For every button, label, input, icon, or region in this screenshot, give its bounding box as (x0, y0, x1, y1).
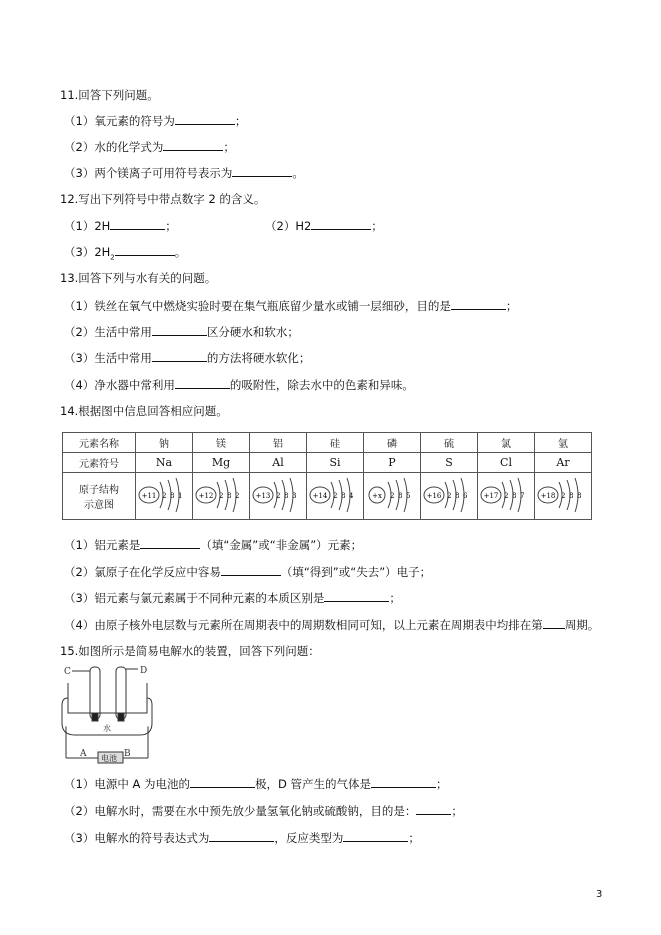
text: ； (451, 804, 463, 818)
element-symbol: Mg (193, 453, 250, 473)
text: 。 (292, 166, 304, 180)
row-label: 元素名称 (63, 433, 136, 453)
element-name: 磷 (364, 433, 421, 453)
shell-electron-count: 4 (349, 491, 354, 500)
row-label: 元素符号 (63, 453, 136, 473)
text: （1）2H (64, 219, 111, 233)
shell-electron-count: 7 (520, 491, 525, 500)
q11-part3 (64, 165, 304, 180)
shell-electron-count: 1 (178, 491, 183, 500)
shell-electron-count: 2 (504, 491, 509, 500)
text: 的吸附性，除去水中的色素和异味。 (229, 378, 414, 392)
element-symbol: Na (136, 453, 193, 473)
nucleus-charge: +13 (255, 491, 271, 500)
atom-structure-diagram (307, 473, 364, 520)
text: ； (371, 219, 383, 233)
text: （3）铝元素与氯元素属于不同种元素的本质区别是 (64, 591, 325, 605)
text: （1）铝元素是 (64, 538, 141, 552)
atom-structure-diagram (421, 473, 478, 520)
text: ； (505, 299, 518, 313)
text: ，反应类型为 (274, 831, 344, 845)
text: ； (389, 591, 401, 605)
text: 。 (174, 245, 187, 259)
shell-electron-count: 8 (398, 491, 403, 500)
text: （4）净水器中常利用 (64, 378, 175, 392)
text: （2）生活中常用 (64, 325, 152, 339)
label-b: B (124, 749, 131, 759)
text: 的方法将硬水软化； (206, 351, 311, 365)
text: （填“金属”或“非金属”）元素； (200, 538, 363, 552)
answer-blank[interactable] (209, 830, 274, 842)
shell-electron-count: 2 (219, 491, 224, 500)
nucleus-charge: +16 (426, 491, 442, 500)
text: （1）电源中 A 为电池的 (64, 777, 190, 791)
q15-part1 (64, 776, 448, 791)
answer-blank[interactable] (416, 803, 451, 815)
text: （3）生活中常用 (64, 351, 152, 365)
subscript: 2 (110, 253, 115, 262)
label-c: C (64, 667, 71, 677)
element-name: 硫 (421, 433, 478, 453)
atom-structure-diagram (535, 473, 592, 520)
text: （2）氯原子在化学反应中容易 (64, 565, 221, 579)
text: （3）2H (64, 245, 111, 259)
q12-part2 (265, 218, 383, 233)
nucleus-charge: +18 (540, 491, 556, 500)
text: （3）电解水的符号表达式为 (64, 831, 210, 845)
element-name: 钠 (136, 433, 193, 453)
label-battery: 电池 (101, 754, 117, 763)
q14-title: 14.根据图中信息回答相应问题。 (60, 404, 228, 418)
q13-part2 (64, 324, 299, 339)
shell-electron-count: 8 (284, 491, 289, 500)
answer-blank[interactable] (163, 139, 223, 151)
text: 周期。 (564, 618, 600, 632)
shell-electron-count: 2 (561, 491, 566, 500)
text: （2）水的化学式为 (64, 140, 164, 154)
q15-part3 (64, 830, 420, 845)
text: （3）两个镁离子可用符号表示为 (64, 166, 233, 180)
atom-structure-diagram (364, 473, 421, 520)
element-symbol: Si (307, 453, 364, 473)
answer-blank[interactable] (175, 377, 230, 389)
nucleus-charge: +17 (483, 491, 499, 500)
q14-part2 (64, 564, 431, 579)
answer-blank[interactable] (371, 776, 436, 788)
shell-electron-count: 8 (577, 491, 582, 500)
text: 示意图 (84, 500, 114, 511)
q13-title: 13.回答下列与水有关的问题。 (60, 271, 217, 285)
nucleus-charge: +11 (141, 491, 157, 500)
element-name: 氯 (478, 433, 535, 453)
text: （1）铁丝在氧气中燃烧实验时要在集气瓶底留少量水或铺一层细砂，目的是 (64, 299, 451, 313)
atom-structure-diagram (478, 473, 535, 520)
answer-blank[interactable] (543, 617, 565, 629)
q14-part4 (64, 617, 599, 632)
answer-blank[interactable] (221, 564, 281, 576)
shell-electron-count: 2 (390, 491, 395, 500)
atom-structure-diagram (136, 473, 193, 520)
text: ； (223, 140, 235, 154)
row-label (63, 473, 136, 520)
element-symbol: Al (250, 453, 307, 473)
answer-blank[interactable] (140, 537, 200, 549)
q13-part1 (64, 298, 517, 313)
text: 极，D 管产生的气体是 (255, 777, 372, 791)
element-name: 硅 (307, 433, 364, 453)
answer-blank[interactable] (175, 113, 235, 125)
q13-part4 (64, 377, 414, 392)
label-water: 水 (103, 724, 111, 733)
q11-part2 (64, 139, 235, 154)
shell-electron-count: 2 (333, 491, 338, 500)
q13-part3 (64, 350, 310, 365)
shell-electron-count: 2 (162, 491, 167, 500)
answer-blank[interactable] (324, 590, 389, 602)
text: （2）电解水时，需要在水中预先放少量氢氧化钠或硫酸钠，目的是： (64, 804, 417, 818)
answer-blank[interactable] (343, 830, 408, 842)
shell-electron-count: 3 (292, 491, 297, 500)
q11-title: 11.回答下列问题。 (60, 88, 159, 102)
shell-electron-count: 8 (455, 491, 460, 500)
element-symbol: Ar (535, 453, 592, 473)
text: ； (436, 777, 448, 791)
shell-electron-count: 8 (569, 491, 574, 500)
label-d: D (140, 666, 148, 676)
answer-blank[interactable] (115, 244, 175, 256)
text: （4）由原子核外电层数与元素所在周期表中的周期数相同可知，以上元素在周期表中均排在第 (64, 618, 543, 632)
answer-blank[interactable] (152, 324, 207, 336)
shell-electron-count: 8 (341, 491, 346, 500)
element-name: 镁 (193, 433, 250, 453)
shell-electron-count: 8 (512, 491, 517, 500)
text: （1）氧元素的符号为 (64, 114, 175, 128)
answer-blank[interactable] (451, 298, 506, 310)
label-a: A (80, 749, 87, 759)
text: 原子结构 (79, 485, 119, 496)
text: ； (234, 114, 247, 128)
q14-part3 (64, 590, 401, 605)
element-symbol: S (421, 453, 478, 473)
q15-title: 15.如图所示是简易电解水的装置，回答下列问题： (60, 644, 320, 658)
text: 区分硬水和软水； (206, 325, 299, 339)
electrolysis-apparatus-figure (60, 663, 155, 768)
element-table (62, 432, 592, 520)
element-name: 氩 (535, 433, 592, 453)
q12-title: 12.写出下列符号中带点数字 2 的含义。 (60, 192, 266, 206)
q12-part1 (64, 218, 177, 233)
shell-electron-count: 8 (170, 491, 175, 500)
q12-part3 (64, 244, 186, 264)
atom-structure-diagram (193, 473, 250, 520)
answer-blank[interactable] (311, 218, 371, 230)
element-symbol: P (364, 453, 421, 473)
nucleus-charge: +12 (198, 491, 214, 500)
nucleus-charge: +x (372, 491, 382, 500)
answer-blank[interactable] (152, 350, 207, 362)
shell-electron-count: 8 (227, 491, 232, 500)
shell-electron-count: 6 (463, 491, 468, 500)
element-name: 铝 (250, 433, 307, 453)
answer-blank[interactable] (232, 165, 292, 177)
page-number: 3 (596, 889, 603, 900)
q14-part1 (64, 537, 362, 552)
answer-blank[interactable] (110, 218, 165, 230)
text: （填“得到”或“失去”）电子； (280, 565, 432, 579)
shell-electron-count: 5 (406, 491, 411, 500)
shell-electron-count: 2 (276, 491, 281, 500)
q15-part2 (64, 803, 463, 818)
text: （2）H2 (265, 219, 312, 233)
element-symbol: Cl (478, 453, 535, 473)
nucleus-charge: +14 (312, 491, 328, 500)
shell-electron-count: 2 (447, 491, 452, 500)
text: ； (165, 219, 177, 233)
atom-structure-diagram (250, 473, 307, 520)
q11-part1 (64, 113, 246, 128)
answer-blank[interactable] (190, 776, 255, 788)
text: ； (408, 831, 420, 845)
shell-electron-count: 2 (235, 491, 240, 500)
